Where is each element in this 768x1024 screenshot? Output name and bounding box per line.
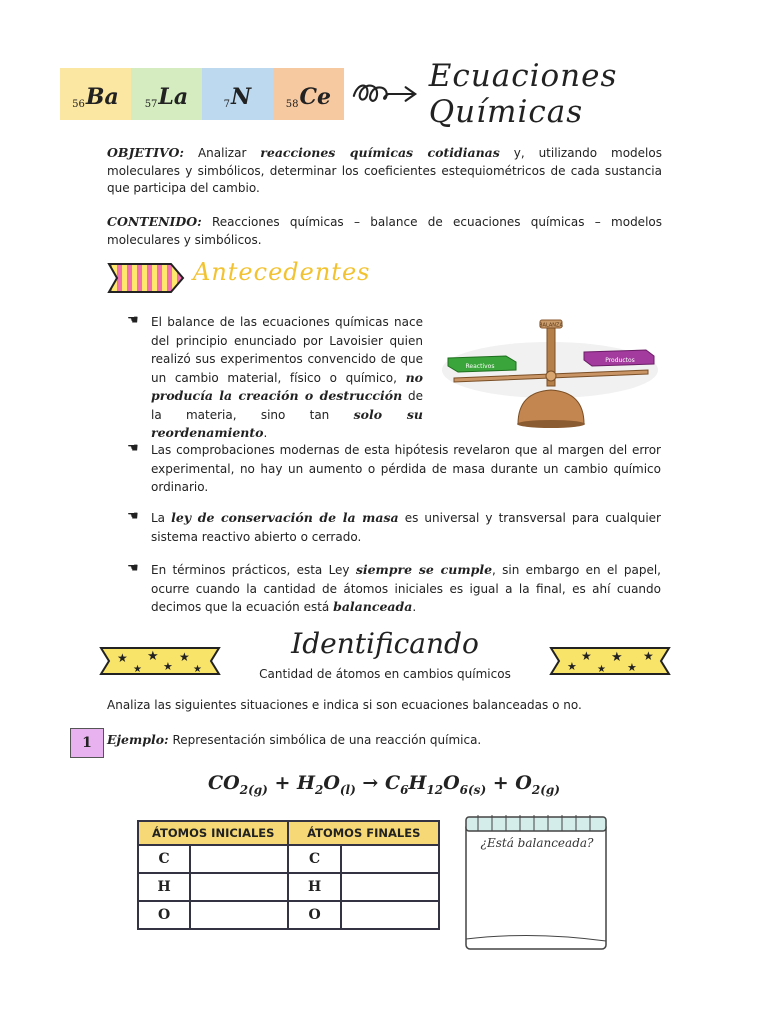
svg-text:★: ★ [163, 660, 173, 673]
table-header-row [138, 821, 439, 845]
ejemplo-label: Ejemplo: [107, 732, 169, 747]
svg-text:★: ★ [581, 649, 592, 663]
svg-text:★: ★ [567, 660, 577, 673]
instruction-text: Analiza las siguientes situaciones e indica si son ecuaciones balanceadas o no. [107, 698, 582, 712]
bullet-pointer-icon: ☚ [127, 561, 139, 576]
answer-cell[interactable] [341, 845, 439, 873]
bullet-pointer-icon: ☚ [127, 313, 139, 328]
notepad-question: ¿Está balanceada? [480, 836, 594, 850]
element-tile-n: 7 N [202, 68, 273, 120]
answer-cell[interactable] [341, 873, 439, 901]
table-row: H H [138, 873, 439, 901]
ejemplo-line: Ejemplo: Representación simbólica de una reacción química. [107, 732, 482, 747]
contenido-label: CONTENIDO: [107, 214, 202, 229]
balance-top-label: BALANZA [539, 322, 563, 329]
contenido-paragraph: CONTENIDO: Reacciones químicas – balance de ecuaciones químicas – modelos moleculares y simbólicos. [107, 214, 662, 247]
objetivo-label: OBJETIVO: [107, 145, 185, 160]
svg-text:★: ★ [597, 664, 606, 675]
bullet-pointer-icon: ☚ [127, 509, 139, 524]
page-title: Ecuaciones Químicas [428, 58, 618, 130]
balance-scale-image [440, 306, 662, 430]
antecedentes-title: Antecedentes [193, 258, 371, 286]
answer-cell[interactable] [341, 901, 439, 929]
element-tile-ce: 58 Ce [273, 68, 344, 120]
element-tile-ba: 56 Ba [60, 68, 131, 120]
striped-banner-icon [107, 262, 185, 294]
objetivo-highlight: reacciones químicas cotidianas [260, 145, 500, 160]
productos-label: Productos [605, 357, 635, 364]
svg-text:★: ★ [627, 661, 637, 674]
identificando-title: Identificando [291, 627, 479, 660]
table-row: O O [138, 901, 439, 929]
answer-cell[interactable] [190, 901, 288, 929]
element-tile-la: 57 La [131, 68, 202, 120]
answer-cell[interactable] [190, 845, 288, 873]
page-header [60, 58, 768, 130]
star-tape-icon [99, 644, 223, 678]
antecedente-item-3: La ley de conservación de la masa es universal y transversal para cualquier sistema reactivo abierto o cerrado. [151, 510, 661, 544]
notepad-icon [462, 813, 612, 953]
antecedente-item-1: El balance de las ecuaciones químicas nace del principio enunciado por Lavoisier quien realizó sus experimentos convencido de que un cambio material, físico o químico, no producía la creación o destrucción de la materia, sino tan solo su reordenamiento. [151, 315, 423, 440]
svg-text:★: ★ [643, 649, 654, 663]
svg-text:★: ★ [193, 664, 202, 675]
antecedente-item-2: Las comprobaciones modernas de esta hipótesis revelaron que al margen del error experimental, no hay un aumento o pérdida de masa durante un cambio químico ordinario. [151, 443, 661, 494]
antecedente-item-4: En términos prácticos, esta Ley siempre se cumple, sin embargo en el papel, ocurre cuando la cantidad de átomos iniciales es igual a la final, es ahí cuando decimos que la ecuación está balanceada. [151, 562, 661, 614]
header-atomos-iniciales: ÁTOMOS INICIALES [138, 821, 288, 845]
bullet-pointer-icon: ☚ [127, 441, 139, 456]
reactivos-label: Reactivos [465, 363, 495, 370]
atoms-table [137, 820, 440, 930]
identificando-subtitle: Cantidad de átomos en cambios químicos [259, 667, 511, 681]
table-row: C C [138, 845, 439, 873]
star-tape-icon [549, 644, 673, 678]
svg-text:★: ★ [179, 650, 190, 664]
swirl-arrow-icon [350, 74, 421, 114]
header-atomos-finales: ÁTOMOS FINALES [288, 821, 439, 845]
svg-text:★: ★ [117, 651, 128, 665]
svg-text:★: ★ [147, 649, 159, 664]
chemical-equation: $CO_{2(g)} + H_2O_{(l)} \to C_6H_{12}O_{6(s)} + O_{2(g)}$ [208, 772, 560, 797]
svg-text:★: ★ [133, 664, 142, 675]
objetivo-paragraph: OBJETIVO: Analizar reacciones químicas cotidianas y, utilizando modelos moleculares y simbólicos, determinar los coeficientes estequiométricos de cada sustancia que participa del cambio. [107, 145, 662, 195]
svg-text:★: ★ [611, 650, 623, 665]
answer-cell[interactable] [190, 873, 288, 901]
example-number-badge: 1 [70, 728, 104, 758]
